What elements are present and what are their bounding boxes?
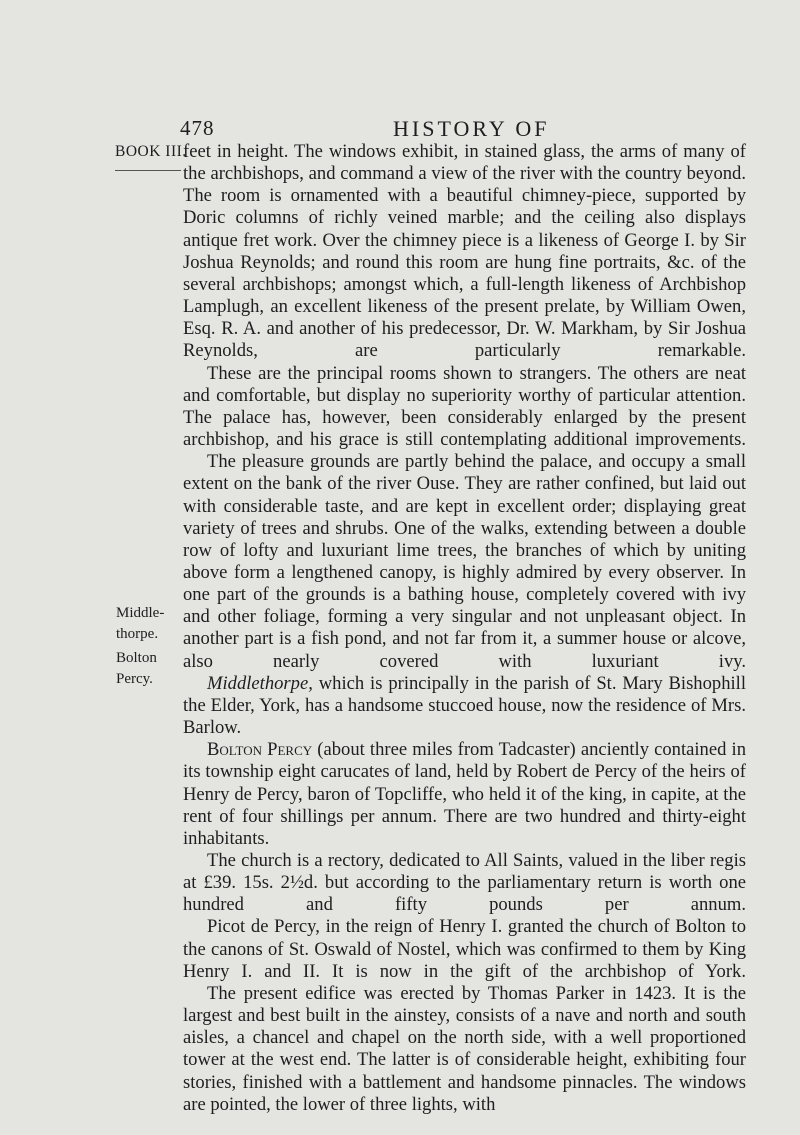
paragraph: [183, 739, 746, 850]
sidenote-bolton-percy: Bolton Percy.: [116, 650, 157, 687]
running-title: HISTORY OF: [393, 116, 550, 141]
margin-column: [115, 143, 187, 171]
paragraph: The pleasure grounds are partly behind the palace, and occupy a small extent on the bank of the river Ouse. They are rather confined, but laid out with considerable taste, and are kept in excellent order; displaying great variety of trees and shrubs. One of the walks, extending between a double row of lofty and luxuriant lime trees, the branches of which by uniting above form a lengthened canopy, is highly admired by every observer. In one part of the grounds is a bathing house, completely covered with ivy and other foliage, forming a very singular and not unpleasant object. In another part is a fish pond, and not far from it, a summer house or alcove, also nearly covered with luxuriant ivy.: [183, 451, 746, 672]
paragraph: The present edifice was erected by Thomas Parker in 1423. It is the largest and best built in the ainstey, consists of a nave and north and south aisles, a chancel and chapel on the north side, with a well proportioned tower at the west end. The latter is of considerable height, exhibiting four stories, finished with a battlement and handsome pinnacles. The windows are pointed, the lower of three lights, with: [183, 982, 746, 1115]
paragraph: feet in height. The windows exhibit, in stained glass, the arms of many of the archbishops, and command a view of the river with the country beyond. The room is ornamented with a beautiful chimney-piece, supported by Doric columns of richly veined marble; and the ceiling also displays antique fret work. Over the chimney piece is a likeness of George I. by Sir Joshua Reynolds; and round this room are hung fine portraits, &c. of the several archbishops; amongst which, a full-length likeness of Archbishop Lamplugh, an excellent likeness of the present prelate, by William Owen, Esq. R. A. and another of his predecessor, Dr. W. Markham, by Sir Joshua Reynolds, are particularly remarkable.: [183, 141, 746, 362]
sidenote-middlethorpe: Middle-thorpe.: [116, 605, 165, 642]
place-name: Bolton Percy: [207, 739, 313, 761]
paragraph: Picot de Percy, in the reign of Henry I. granted the church of Bolton to the canons of St. Oswald of Nostel, which was confirmed to them by King Henry I. and II. It is now in the gift of the archbishop of York.: [183, 916, 746, 982]
book-label-rule: [115, 170, 181, 171]
body-text: [183, 141, 746, 1116]
page-number: 478: [180, 116, 215, 140]
paragraph: [183, 673, 746, 739]
paragraph-text: which is principally in the parish of St. Mary Bishophill the Elder, York, has a handsome stuccoed house, now the residence of Mrs. Barlow.: [183, 672, 746, 739]
book-label: BOOK III.: [115, 143, 187, 160]
paragraph: These are the principal rooms shown to strangers. The others are neat and comfortable, but display no superiority worthy of particular attention. The palace has, however, been considerably enlarged by the present archbishop, and his grace is still contemplating additional improvements.: [183, 362, 746, 451]
paragraph: The church is a rectory, dedicated to All Saints, valued in the liber regis at £39. 15s. 2½d. but according to the parliamentary return is worth one hundred and fifty pounds per annum.: [183, 850, 746, 916]
paragraph-text: (about three miles from Tadcaster) anciently contained in its township eight carucates of land, held by Robert de Percy of the heirs of Henry de Percy, baron of Topcliffe, who held it of the king, in capite, at the rent of four shillings per annum. There are two hundred and thirty-eight inhabitants.: [183, 739, 746, 849]
place-name: Middlethorpe,: [207, 672, 313, 694]
